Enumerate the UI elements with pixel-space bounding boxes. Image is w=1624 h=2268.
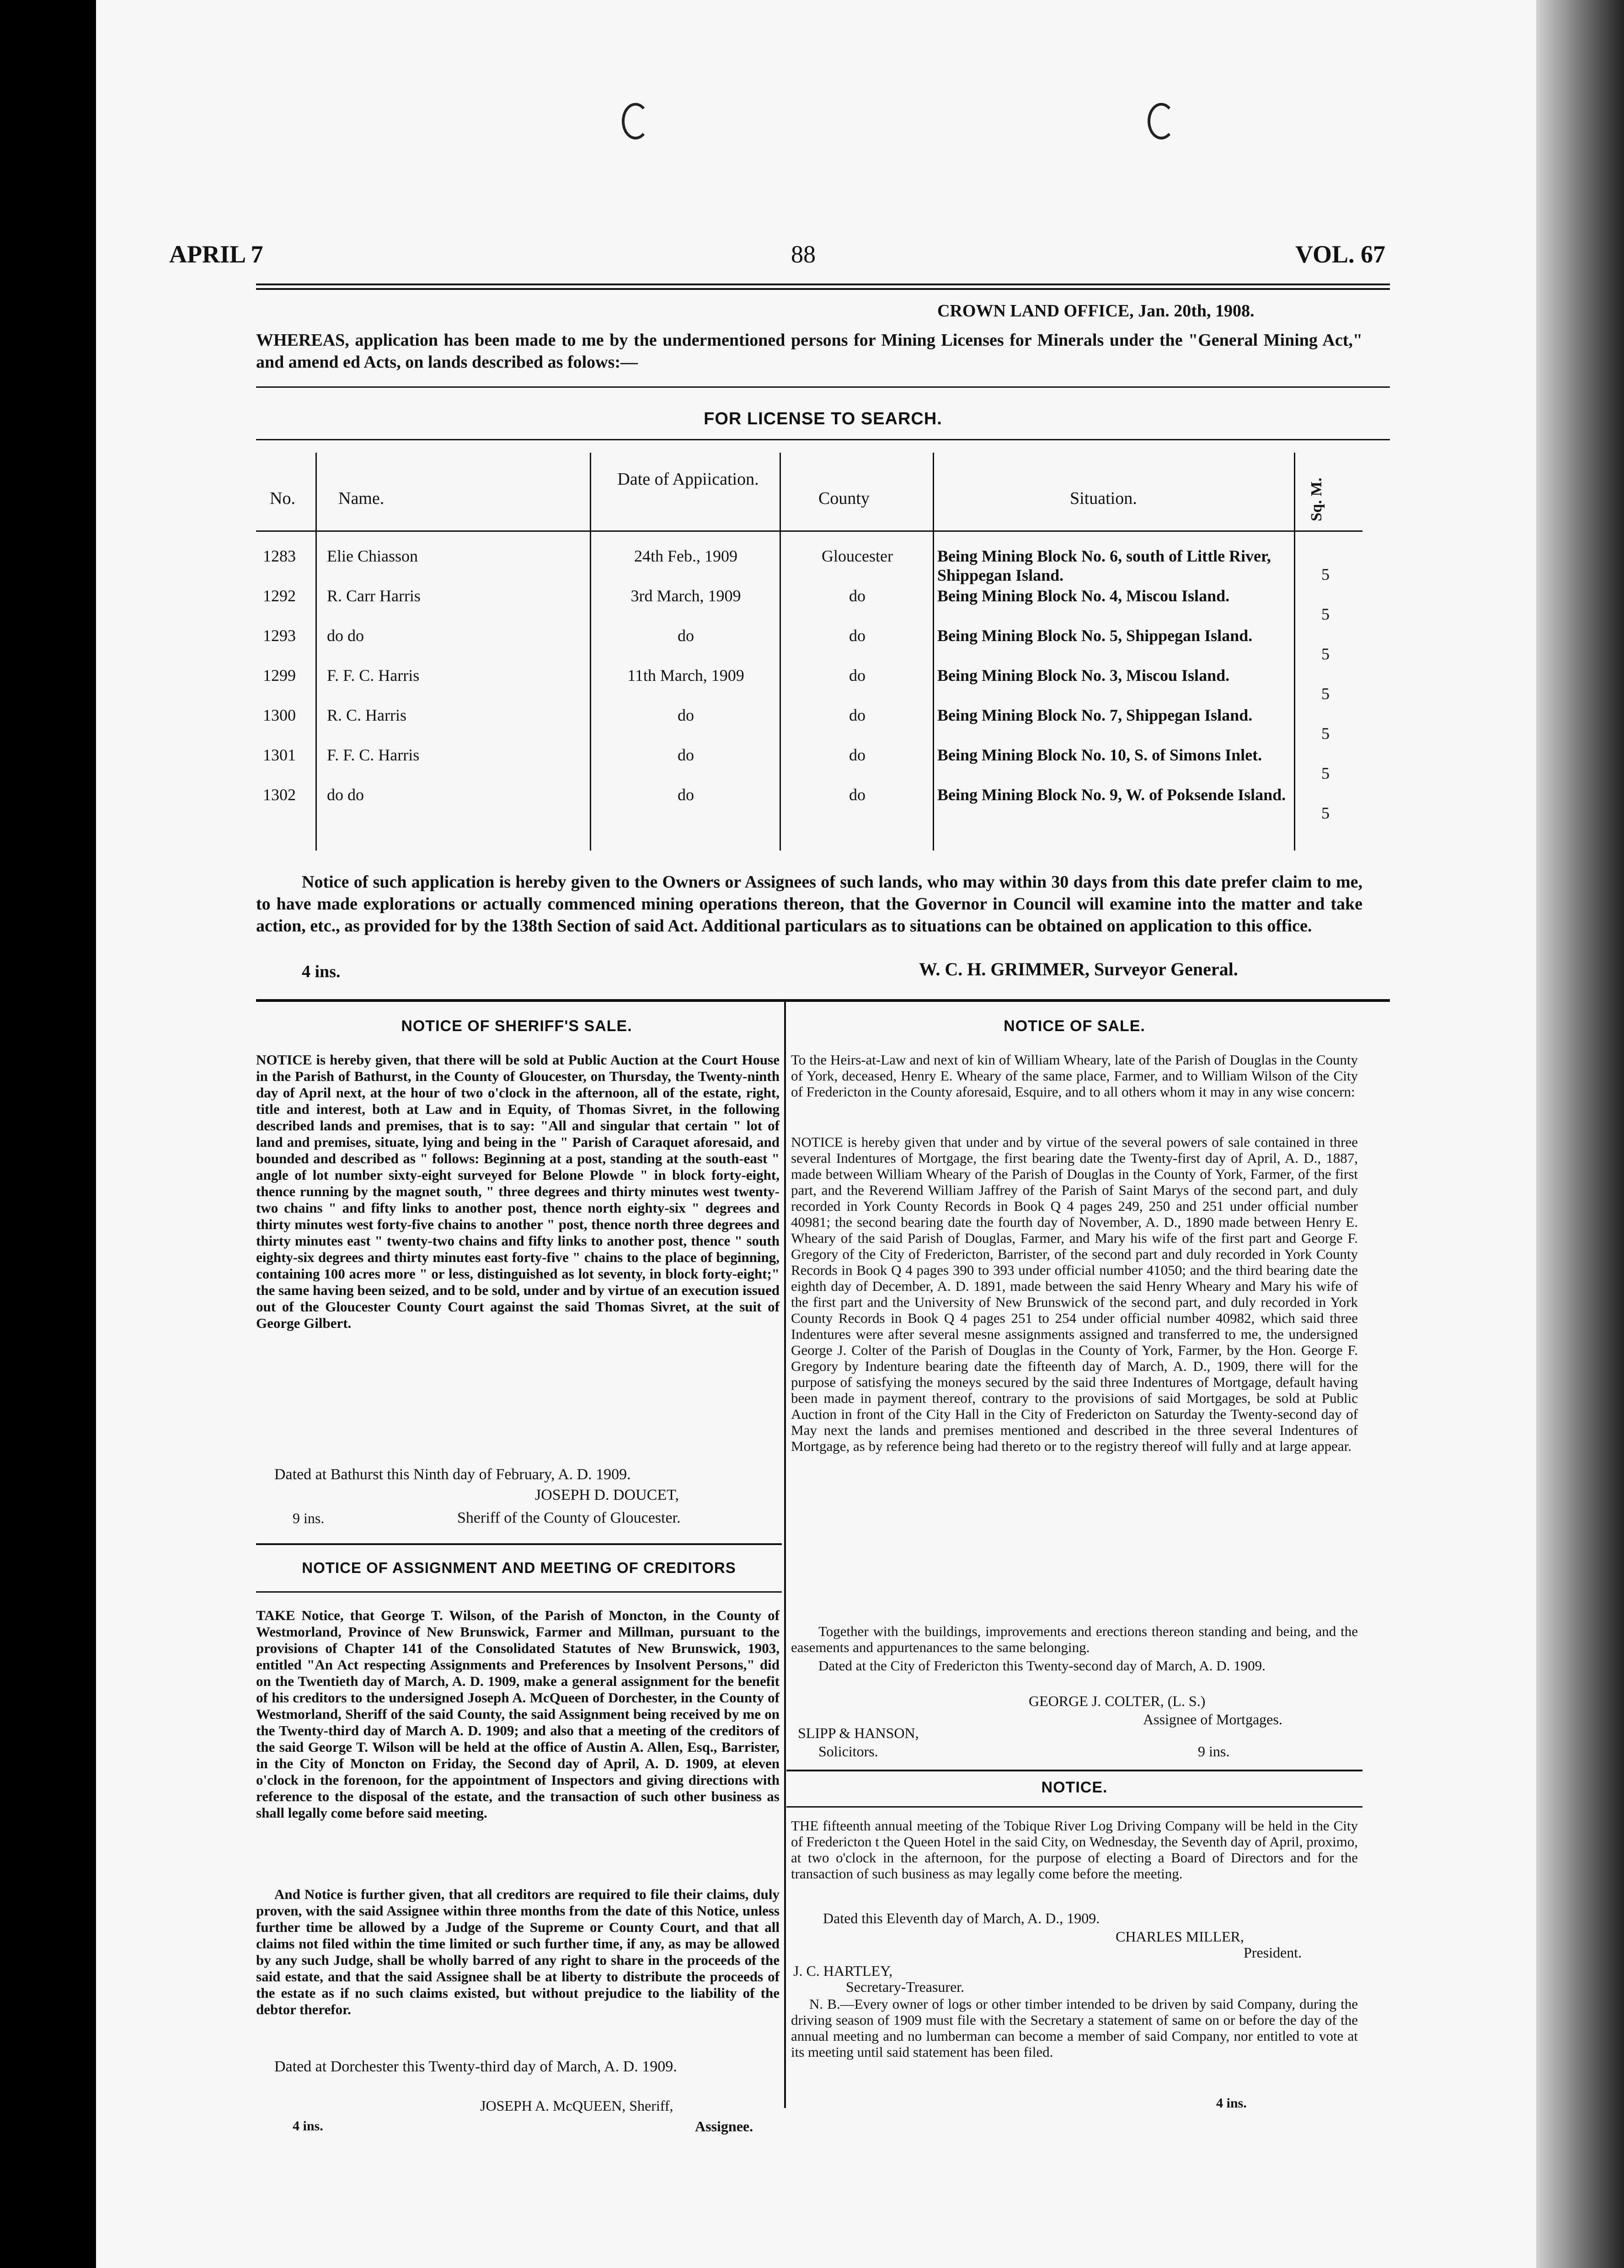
row-no: 1302 xyxy=(263,786,296,804)
row-sqm: 5 xyxy=(1321,605,1330,623)
row-situation: Being Mining Block No. 9, W. of Poksende Island. xyxy=(937,786,1286,804)
row-sqm: 5 xyxy=(1321,764,1330,782)
assignment-title: NOTICE OF ASSIGNMENT AND MEETING OF CREDITORS xyxy=(302,1559,736,1576)
row-situation: Being Mining Block No. 3, Miscou Island. xyxy=(937,666,1230,685)
assignment-signer: JOSEPH A. McQUEEN, Sheriff, xyxy=(480,2097,673,2114)
issue-date: APRIL 7 xyxy=(169,241,263,268)
column-divider xyxy=(784,1001,786,2108)
assignment-body: TAKE Notice, that George T. Wilson, of the Parish of Moncton, in the County of Westmorland, Province of New Brunswick, Farmer and Millman, pursuant to the provisions of Chapter 141 of the Consolidated Statutes of New Brunswick, 1903, entitled "An Act respecting Assignments and Preferences by Insolvent Persons," did on the Twentieth day of March, A. D. 1909, make a general assignment for the benefit of his creditors to the undersigned Joseph A. McQueen of Dorchester, in the County of Westmorland, Sheriff of the said County, the said Assignment being received by me on the Twenty-third day of March A. D. 1909; and also that a meeting of the creditors of the said George T. Wilson will be held at the office of Austin A. Allen, Esq., Barrister, in the City of Moncton on Friday, the Second day of April, A. D. 1909, at eleven o'clock in the forenoon, for the appointment of Inspectors and giving directions with reference to the disposal of the estate, and the transaction of such other business as shall legally come before said meeting. xyxy=(256,1607,780,1821)
row-county: do xyxy=(849,587,865,605)
assignment-dated: Dated at Dorchester this Twenty-third day of March, A. D. 1909. xyxy=(274,2058,677,2075)
sale-solicitors: SLIPP & HANSON, xyxy=(798,1725,919,1741)
sheriff-ins: 9 ins. xyxy=(293,1510,325,1526)
crown-whereas: WHEREAS, application has been made to me by the undermentioned persons for Mining Licenses for Minerals under the "General Mining Act," and amend ed Acts, on lands described as folows:— xyxy=(256,331,1362,372)
sheriff-dated: Dated at Bathurst this Ninth day of February, A. D. 1909. xyxy=(274,1466,631,1483)
row-date: do xyxy=(678,626,694,645)
row-no: 1283 xyxy=(263,547,296,565)
crown-ins: 4 ins. xyxy=(302,962,341,981)
col-date: Date of Appiication. xyxy=(617,470,759,489)
sale-solicitors-role: Solicitors. xyxy=(818,1743,878,1760)
col-county: County xyxy=(818,489,870,508)
binding-hole xyxy=(1148,103,1175,139)
table-column-line xyxy=(590,453,591,850)
row-date: 11th March, 1909 xyxy=(627,666,744,685)
row-name: do do xyxy=(327,786,364,804)
row-sqm: 5 xyxy=(1321,804,1330,822)
row-sqm: 5 xyxy=(1321,685,1330,703)
col-sqm: Sq. M. xyxy=(1308,477,1325,521)
row-county: do xyxy=(849,786,865,804)
assignment-body-2: And Notice is further given, that all creditors are required to file their claims, duly proven, with the said Assignee within three months from the date of this Notice, unless further time be allowed by a Judge of the Supreme or County Court, and that all claims not filed within the time limited or such further time, if any, as may be allowed by any such Judge, shall be wholly barred of any right to share in the proceeds of the said estate, and that the said Assignee shall be at liberty to distribute the proceeds of the estate as if no such claims existed, but without prejudice to the liability of the debtor therefor. xyxy=(256,1886,780,2017)
header-rule xyxy=(256,284,1390,290)
binding-hole xyxy=(622,103,649,139)
crown-notice: Notice of such application is hereby given to the Owners or Assignees of such lands, who may within 30 days from this date prefer claim to me, to have made explorations or actually commenced mining operations thereon, that the Governor in Council will examine into the matter and take action, etc., as provided for by the 138th Section of said Act. Additional particulars as to situations can be obtained on application to this office. xyxy=(256,872,1362,936)
row-county: do xyxy=(849,706,865,724)
row-date: do xyxy=(678,746,694,764)
row-no: 1300 xyxy=(263,706,296,724)
table-column-line xyxy=(315,453,317,850)
tobique-secretary: J. C. HARTLEY, xyxy=(793,1963,893,1979)
tobique-dated: Dated this Eleventh day of March, A. D., 1909. xyxy=(823,1910,1100,1926)
assignment-role: Assignee. xyxy=(695,2118,753,2134)
row-name: F. F. C. Harris xyxy=(327,666,420,685)
sale-together: Together with the buildings, improvements and erections thereon standing and being, and the easements and appurtenances to the same belonging. xyxy=(791,1623,1358,1655)
sale-role: Assignee of Mortgages. xyxy=(1143,1711,1282,1728)
page-header xyxy=(169,240,1385,277)
sheriff-title: NOTICE OF SHERIFF'S SALE. xyxy=(401,1017,632,1035)
divider xyxy=(256,439,1390,440)
section-rule xyxy=(786,1770,1362,1771)
sale-signer: GEORGE J. COLTER, (L. S.) xyxy=(1029,1693,1206,1709)
sheriff-office: Sheriff of the County of Gloucester. xyxy=(457,1509,681,1526)
col-no: No. xyxy=(270,489,295,508)
sale-body: NOTICE is hereby given that under and by virtue of the several powers of sale contained in three several Indentures of Mortgage, the first bearing date the Twenty-first day of April, A. D., 1887, made between William Wheary of the Parish of Douglas in the County of York, Farmer, of the first part, and the Reverend William Jaffrey of the Parish of Saint Marys of the second part, and duly recorded in York County Records in Book Q 4 pages 249, 250 and 251 under official number 40981; the second bearing date the fourth day of November, A. D., 1890 made between Henry E. Wheary of the said Parish of Douglas, Farmer, and Mary his wife of the first part and George F. Gregory of the City of Fredericton, Barrister, of the second part and duly recorded in York County Records in Book Q 4 pages 390 to 393 under official number 41050; and the third bearing date the eighth day of December, A. D. 1891, made between the said Henry Wheary and Mary his wife of the first part and the University of New Brunswick of the second part, and duly recorded in York County Records in Book Q 4 pages 251 to 254 under official number 40982, which said three Indentures were after several mesne assignments assigned and transferred to me, the undersigned George J. Colter of the Parish of Douglas in the County of York, Farmer, by the Hon. George F. Gregory by Indenture bearing date the fifteenth day of March, A. D., 1909, there will for the purpose of satisfying the moneys secured by the said three Indentures of Mortgage, default having been made in payment thereof, contrary to the provisions of said Mortgages, be sold at Public Auction in front of the City Hall in the City of Fredericton on Saturday the Twenty-second day of May next the lands and premises mentioned and described in the three several Indentures of Mortgage, as by reference being had thereto or to the registry thereof will fully and at large appear. xyxy=(791,1134,1358,1454)
row-county: do xyxy=(849,746,865,764)
tobique-president-role: President. xyxy=(1244,1944,1302,1961)
row-no: 1292 xyxy=(263,587,296,605)
tobique-body: THE fifteenth annual meeting of the Tobique River Log Driving Company will be held in the City of Fredericton t the Queen Hotel in the said City, on Wednesday, the Seventh day of April, proximo, at two o'clock in the afternoon, for the purpose of electing a Board of Directors and for the transaction of such business as may legally come before the meeting. xyxy=(791,1818,1358,1882)
tobique-president: CHARLES MILLER, xyxy=(1116,1928,1244,1945)
section-rule xyxy=(256,999,1390,1002)
divider xyxy=(256,386,1390,388)
row-sqm: 5 xyxy=(1321,565,1330,583)
row-situation: Being Mining Block No. 10, S. of Simons Inlet. xyxy=(937,746,1262,764)
crown-signature: W. C. H. GRIMMER, Surveyor General. xyxy=(919,959,1238,979)
tobique-secretary-role: Secretary-Treasurer. xyxy=(846,1979,965,1995)
row-name: F. F. C. Harris xyxy=(327,746,420,764)
crown-office-line: CROWN LAND OFFICE, Jan. 20th, 1908. xyxy=(937,301,1255,321)
row-situation: Being Mining Block No. 7, Shippegan Island. xyxy=(937,706,1253,724)
row-date: 24th Feb., 1909 xyxy=(634,547,737,565)
row-sqm: 5 xyxy=(1321,645,1330,663)
section-rule xyxy=(256,1543,782,1545)
volume-number: VOL. 67 xyxy=(1295,241,1385,268)
row-no: 1299 xyxy=(263,666,296,685)
sale-ins: 9 ins. xyxy=(1198,1743,1230,1760)
sale-address: To the Heirs-at-Law and next of kin of William Wheary, late of the Parish of Douglas in the County of York, deceased, Henry E. Wheary of the same place, Farmer, and to William Wilson of the City of Fredericton in the County aforesaid, Esquire, and to all others whom it may in any wise concern: xyxy=(791,1052,1358,1100)
tobique-title: NOTICE. xyxy=(1041,1779,1108,1796)
row-name: R. Carr Harris xyxy=(327,587,421,605)
row-name: do do xyxy=(327,626,364,645)
row-sqm: 5 xyxy=(1321,724,1330,743)
table-column-line xyxy=(933,453,934,850)
row-no: 1293 xyxy=(263,626,296,645)
row-no: 1301 xyxy=(263,746,296,764)
sale-title: NOTICE OF SALE. xyxy=(1004,1017,1145,1035)
row-date: do xyxy=(678,706,694,724)
col-situation: Situation. xyxy=(1070,489,1137,508)
row-county: do xyxy=(849,666,865,685)
license-section-title: FOR LICENSE TO SEARCH. xyxy=(704,409,942,428)
table-column-line xyxy=(780,453,781,850)
row-county: Gloucester xyxy=(822,547,893,565)
sheriff-body: NOTICE is hereby given, that there will be sold at Public Auction at the Court House in the Parish of Bathurst, in the County of Gloucester, on Thursday, the Twenty-ninth day of April next, at the hour of two o'clock in the afternoon, all of the estate, right, title and interest, both at Law and in Equity, of Thomas Sivret, in the following described lands and premises, that is to say: "All and singular that certain " lot of land and premises, situate, lying and being in the " Parish of Caraquet aforesaid, and bounded and described as " follows: Beginning at a post, standing at the south-east " angle of lot number sixty-eight surveyed for Belone Plowde " in block forty-eight, thence running by the magnet south, " three degrees and thirty minutes west twenty-two chains " and fifty links to another post, thence north eighty-six " degrees and thirty minutes west forty-five chains to another " post, thence north three degrees and thirty minutes east " twenty-two chains and fifty links to another post, thence " south eighty-six degrees and thirty minutes east forty-five " chains to the place of beginning, containing 100 acres more " or less, distinguished as lot seventy, in block forty-eight;" the same having been seized, and to be sold, under and by virtue of an execution issued out of the Gloucester County Court against the said Thomas Sivret, at the suit of George Gilbert. xyxy=(256,1052,780,1331)
page-number: 88 xyxy=(791,241,816,268)
table-column-line xyxy=(1294,453,1295,850)
row-date: do xyxy=(678,786,694,804)
row-county: do xyxy=(849,626,865,645)
row-situation: Being Mining Block No. 6, south of Little River, Shippegan Island. xyxy=(937,547,1271,584)
row-name: R. C. Harris xyxy=(327,706,406,724)
row-date: 3rd March, 1909 xyxy=(630,587,741,605)
row-situation: Being Mining Block No. 4, Miscou Island. xyxy=(937,587,1230,605)
tobique-nb: N. B.—Every owner of logs or other timber intended to be driven by said Company, during the driving season of 1909 must file with the Secretary a statement of same on or before the day of the annual meeting and no lumberman can become a member of said Company, nor entitled to vote at its meeting until said statement has been filed. xyxy=(791,1996,1358,2060)
row-name: Elie Chiasson xyxy=(327,547,418,565)
tobique-ins: 4 ins. xyxy=(1216,2096,1247,2111)
sale-dated: Dated at the City of Fredericton this Twenty-second day of March, A. D. 1909. xyxy=(818,1658,1266,1674)
assignment-ins: 4 ins. xyxy=(293,2118,323,2134)
sheriff-signer: JOSEPH D. DOUCET, xyxy=(535,1487,679,1503)
table-header-rule xyxy=(256,530,1362,532)
book-spine xyxy=(1536,0,1624,2268)
row-situation: Being Mining Block No. 5, Shippegan Island. xyxy=(937,626,1253,645)
col-name: Name. xyxy=(338,489,385,508)
divider xyxy=(786,1806,1362,1808)
divider xyxy=(256,1591,782,1593)
